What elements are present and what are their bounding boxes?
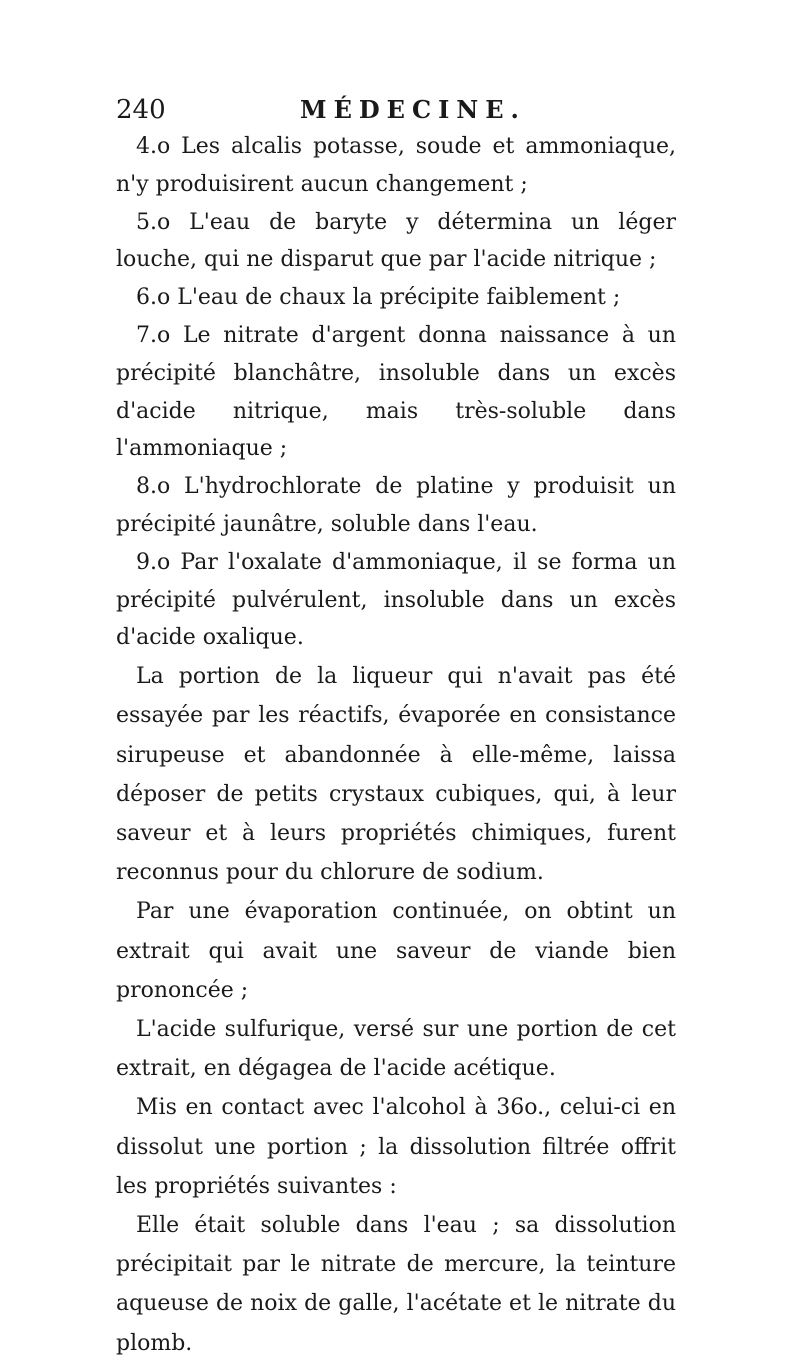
- paragraph-item-8: 8.o L'hydrochlorate de platine y produisit un précipité jaunâtre, soluble dans l'eau.: [116, 474, 676, 537]
- paragraph-item-6: 6.o L'eau de chaux la précipite faiblement ;: [136, 285, 621, 311]
- paragraph-item-4: 4.o Les alcalis potasse, soude et ammoniaque, n'y produisirent aucun changement ;: [116, 134, 676, 197]
- paragraph-solubility: Elle était soluble dans l'eau ; sa dissolution précipitait par le nitrate de mercure, la teinture aqueuse de noix de galle, l'acétate et le nitrate du plomb.: [116, 1213, 676, 1356]
- page-header: [116, 92, 676, 128]
- page-number: 240: [116, 95, 166, 125]
- paragraph-item-7: 7.o Le nitrate d'argent donna naissance à un précipité blanchâtre, insoluble dans un excès d'acide nitrique, mais très-soluble dans l'ammoniaque ;: [116, 322, 676, 462]
- paragraph-extract: Par une évaporation continuée, on obtint un extrait qui avait une saveur de viande bien prononcée ;: [116, 899, 676, 1003]
- paragraph-sulfuric-acid: L'acide sulfurique, versé sur une portion de cet extrait, en dégagea de l'acide acétique.: [116, 1016, 676, 1082]
- paragraph-item-9: 9.o Par l'oxalate d'ammoniaque, il se forma un précipité pulvérulent, insoluble dans un excès d'acide oxalique.: [116, 549, 676, 651]
- paragraph-alcohol: Mis en contact avec l'alcohol à 36o., celui-ci en dissolut une portion ; la dissolution filtrée offrit les propriétés suivantes :: [116, 1095, 676, 1199]
- body-text: [116, 128, 676, 1363]
- paragraph-residue: La portion de la liqueur qui n'avait pas été essayée par les réactifs, évaporée en consistance sirupeuse et abandonnée à elle-même, laissa déposer de petits crystaux cubiques, qui, à leur saveur et à leurs propriétés chimiques, furent reconnus pour du chlorure de sodium.: [116, 664, 676, 886]
- paragraph-item-5: 5.o L'eau de baryte y détermina un léger louche, qui ne disparut que par l'acide nitrique ;: [116, 209, 676, 273]
- running-title: MÉDECINE.: [300, 95, 526, 124]
